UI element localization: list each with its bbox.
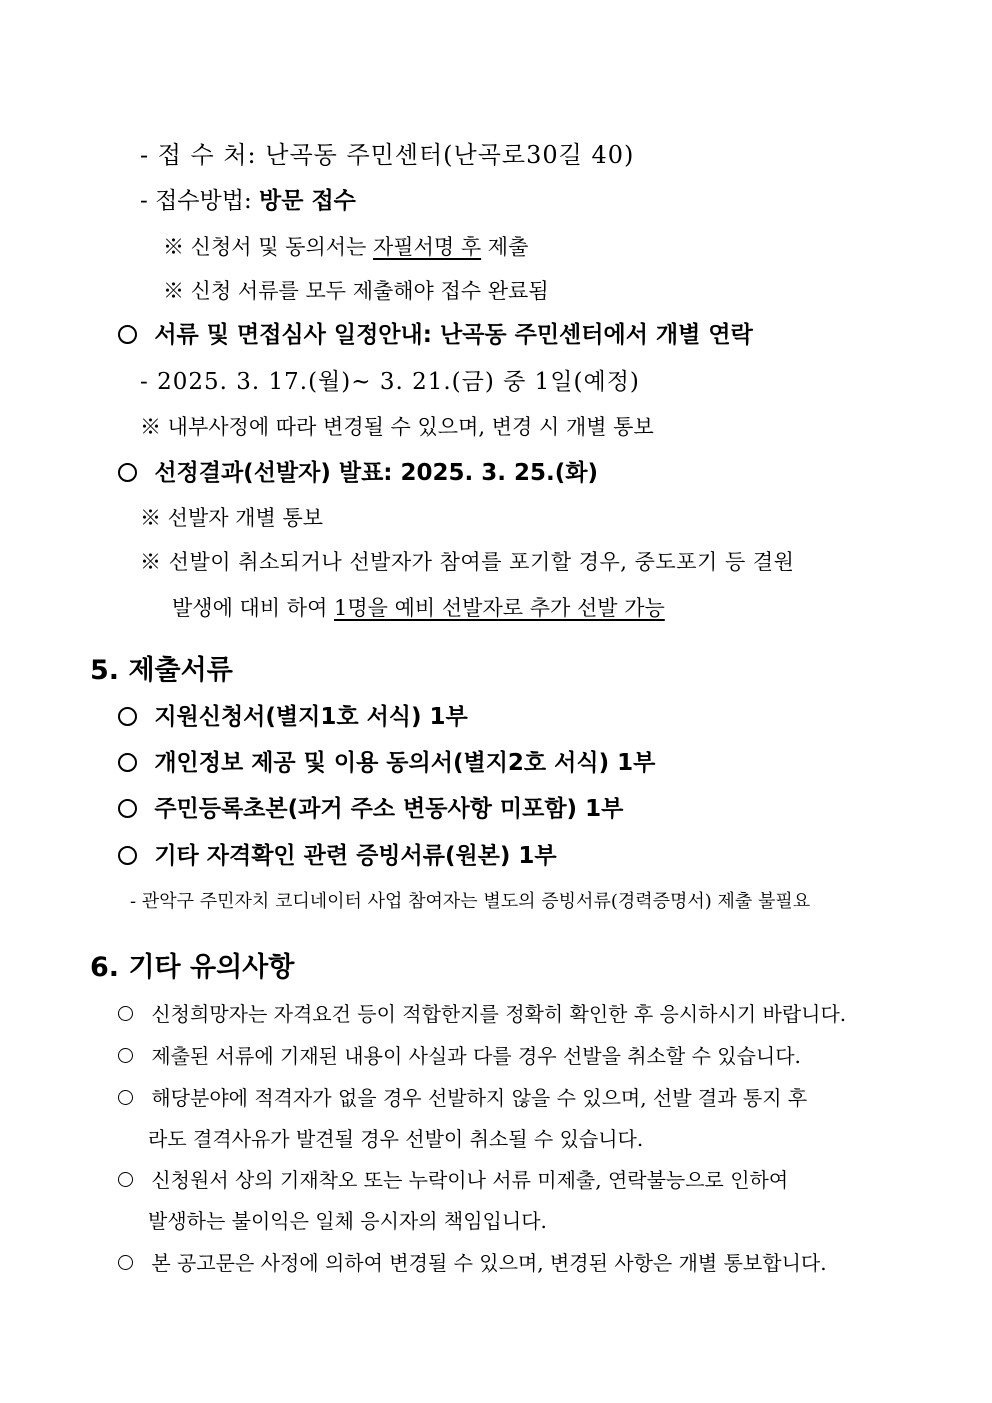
- interview-schedule-item: [118, 324, 753, 347]
- doc-item: [118, 706, 468, 729]
- notice-item: [118, 1004, 846, 1024]
- reception-method-label: - 접수방법:: [140, 188, 260, 214]
- notice-item-continuation: 발생하는 불이익은 일체 응시자의 책임입니다.: [148, 1209, 547, 1233]
- notice-item: [118, 1046, 801, 1066]
- bullet-circle-icon: [118, 325, 137, 344]
- signature-note-underlined: 자필서명 후: [373, 235, 482, 259]
- announcement-item: [118, 462, 598, 485]
- signature-note: [163, 237, 528, 258]
- bullet-circle-icon: [118, 1006, 133, 1021]
- signature-note-pre: ※ 신청서 및 동의서는: [163, 235, 373, 259]
- section5-title: 5. 제출서류: [90, 655, 233, 686]
- section6-title: 6. 기타 유의사항: [90, 952, 295, 983]
- reserve-note-pre: 발생에 대비 하여: [172, 596, 335, 620]
- interview-dates: - 2025. 3. 17.(월)~ 3. 21.(금) 중 1일(예정): [140, 369, 640, 395]
- individual-notice: ※ 선발자 개별 통보: [140, 506, 324, 530]
- bullet-circle-icon: [118, 707, 137, 726]
- internal-change-note: ※ 내부사정에 따라 변경될 수 있으며, 변경 시 개별 통보: [140, 415, 654, 439]
- reserve-note-underlined: 1명을 예비 선발자로 추가 선발 가능: [334, 596, 665, 620]
- notice-item-text: 신청원서 상의 기재착오 또는 누락이나 서류 미제출, 연락불능으로 인하여: [151, 1168, 789, 1192]
- bullet-circle-icon: [118, 753, 137, 772]
- doc-item-text: 기타 자격확인 관련 증빙서류(원본) 1부: [154, 843, 557, 869]
- doc-item-text: 지원신청서(별지1호 서식) 1부: [154, 704, 468, 730]
- bullet-circle-icon: [118, 1090, 133, 1105]
- notice-item-text: 제출된 서류에 기재된 내용이 사실과 다를 경우 선발을 취소할 수 있습니다.: [151, 1044, 801, 1068]
- notice-item: [118, 1253, 827, 1273]
- bullet-circle-icon: [118, 846, 137, 865]
- doc-item: [118, 845, 557, 868]
- notice-item: [118, 1088, 807, 1108]
- doc-item: [118, 752, 655, 775]
- interview-schedule-text: 서류 및 면접심사 일정안내: 난곡동 주민센터에서 개별 연락: [154, 322, 753, 348]
- reception-place: - 접 수 처: 난곡동 주민센터(난곡로30길 40): [140, 141, 635, 169]
- notice-item-text: 본 공고문은 사정에 의하여 변경될 수 있으며, 변경된 사항은 개별 통보합니다.: [151, 1251, 827, 1275]
- notice-item-text: 신청희망자는 자격요건 등이 적합한지를 정확히 확인한 후 응시하시기 바랍니다.: [151, 1002, 847, 1026]
- bullet-circle-icon: [118, 1255, 133, 1270]
- reception-method: [140, 190, 356, 213]
- signature-note-post: 제출: [481, 235, 529, 259]
- announcement-text: 선정결과(선발자) 발표: 2025. 3. 25.(화): [154, 460, 599, 486]
- completion-note: ※ 신청 서류를 모두 제출해야 접수 완료됨: [163, 279, 549, 303]
- reserve-note: [172, 598, 665, 619]
- reception-method-value: 방문 접수: [259, 188, 356, 214]
- vacancy-note: ※ 선발이 취소되거나 선발자가 참여를 포기할 경우, 중도포기 등 결원: [140, 550, 795, 574]
- bullet-circle-icon: [118, 799, 137, 818]
- doc-item-text: 주민등록초본(과거 주소 변동사항 미포함) 1부: [154, 796, 624, 822]
- doc-item: [118, 798, 623, 821]
- doc-item-text: 개인정보 제공 및 이용 동의서(별지2호 서식) 1부: [154, 750, 656, 776]
- bullet-circle-icon: [118, 1172, 133, 1187]
- coordinator-note: - 관악구 주민자치 코디네이터 사업 참여자는 별도의 증빙서류(경력증명서) 제출 불필요: [130, 891, 811, 912]
- notice-item: [118, 1170, 788, 1190]
- notice-item-continuation: 라도 결격사유가 발견될 경우 선발이 취소될 수 있습니다.: [148, 1127, 644, 1151]
- bullet-circle-icon: [118, 463, 137, 482]
- notice-item-text: 해당분야에 적격자가 없을 경우 선발하지 않을 수 있으며, 선발 결과 통지 후: [151, 1086, 808, 1110]
- bullet-circle-icon: [118, 1048, 133, 1063]
